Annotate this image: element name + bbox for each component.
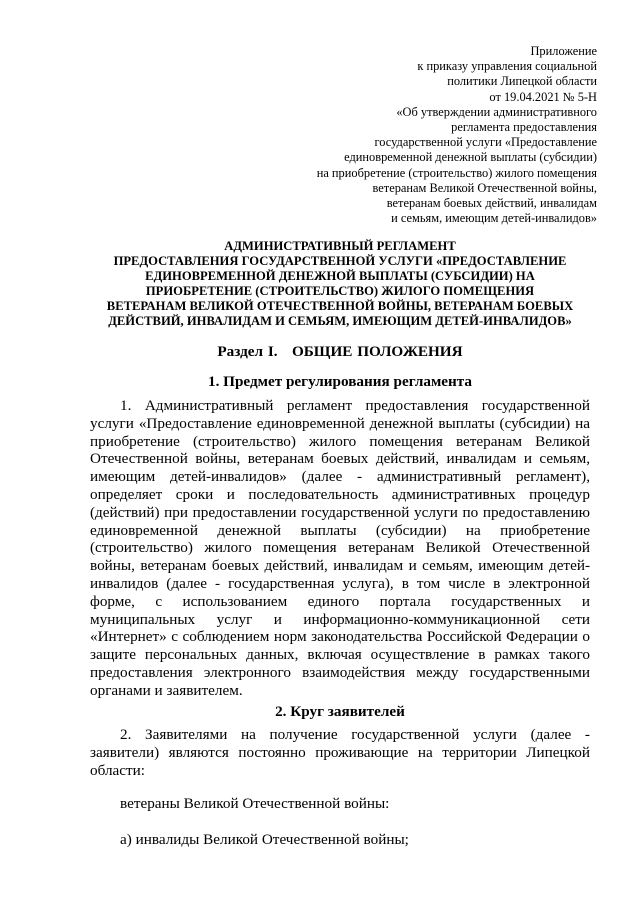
appendix-block bbox=[217, 44, 597, 226]
list-item-a: а) инвалиды Великой Отечественной войны; bbox=[120, 831, 409, 848]
paragraph-line: муниципальных услуг и информационно-коммуникационной сети bbox=[90, 610, 590, 628]
appendix-line: ветеранам боевых действий, инвалидам bbox=[386, 196, 597, 211]
paragraph-line: (строительство) жилого помещения ветеранам Великой Отечественной bbox=[90, 539, 590, 557]
paragraph-line: приобретение (строительство) жилого помещения ветеранам Великой bbox=[90, 432, 590, 450]
regulation-title-line: ПРЕДОСТАВЛЕНИЯ ГОСУДАРСТВЕННОЙ УСЛУГИ «ПРЕДОСТАВЛЕНИЕ bbox=[113, 254, 567, 269]
appendix-line: к приказу управления социальной bbox=[417, 59, 597, 74]
appendix-line: политики Липецкой области bbox=[447, 74, 597, 89]
appendix-line: и семьям, имеющим детей-инвалидов» bbox=[391, 211, 597, 226]
paragraph-line: форме, с использованием единого портала государственных и bbox=[90, 592, 590, 610]
paragraph-line: Отечественной войны, ветеранам боевых действий, инвалидам и семьям, bbox=[90, 450, 590, 468]
subsection-heading-subject: 1. Предмет регулирования регламента bbox=[207, 373, 473, 390]
paragraph-line: имеющим детей-инвалидов» (далее - административный регламент), bbox=[90, 468, 590, 486]
appendix-line: ветеранам Великой Отечественной войны, bbox=[372, 180, 597, 195]
appendix-line: государственной услуги «Предоставление bbox=[374, 135, 597, 150]
section-title: Раздел I. ОБЩИЕ ПОЛОЖЕНИЯ bbox=[217, 343, 463, 360]
appendix-line: «Об утверждении административного bbox=[396, 104, 597, 119]
paragraph-line: войны, ветеранам боевых действий, инвалидам и семьям, имеющим детей- bbox=[90, 557, 590, 575]
paragraph-line: органами и заявителем. bbox=[90, 681, 243, 699]
paragraph-line: 2. Заявителями на получение государственной услуги (далее - bbox=[120, 726, 590, 743]
regulation-title-line: ВЕТЕРАНАМ ВЕЛИКОЙ ОТЕЧЕСТВЕННОЙ ВОЙНЫ, ВЕТЕРАНАМ БОЕВЫХ bbox=[106, 299, 574, 314]
paragraph-line: определяет сроки и последовательность административных процедур bbox=[90, 485, 590, 503]
appendix-line: единовременной денежной выплаты (субсидии) bbox=[344, 150, 597, 165]
paragraph-line: единовременной денежной выплаты (субсидии) на приобретение bbox=[90, 521, 590, 539]
paragraph-line: защите персональных данных, включая осуществление в рамках такого bbox=[90, 646, 590, 664]
regulation-title-line: ЕДИНОВРЕМЕННОЙ ДЕНЕЖНОЙ ВЫПЛАТЫ (СУБСИДИИ) НА bbox=[145, 269, 535, 284]
paragraph-line: области: bbox=[90, 761, 145, 779]
paragraph-line: (действий) при предоставлении государственной услуги по предоставлению bbox=[90, 503, 590, 521]
list-item-veterans: ветераны Великой Отечественной войны: bbox=[120, 795, 390, 812]
regulation-title-line: ДЕЙСТВИЙ, ИНВАЛИДАМ И СЕМЬЯМ, ИМЕЮЩИМ ДЕТЕЙ-ИНВАЛИДОВ» bbox=[108, 314, 572, 329]
appendix-line: регламента предоставления bbox=[451, 120, 597, 135]
appendix-line: Приложение bbox=[530, 44, 597, 58]
paragraph-2 bbox=[90, 726, 590, 779]
paragraph-line: инвалидов (далее - государственная услуга), в том числе в электронной bbox=[90, 574, 590, 592]
paragraph-line: услуги «Предоставление единовременной денежной выплаты (субсидии) на bbox=[90, 414, 590, 432]
paragraph-1 bbox=[90, 397, 590, 700]
paragraph-line: заявители) являются постоянно проживающие на территории Липецкой bbox=[90, 743, 590, 761]
regulation-title bbox=[90, 239, 590, 330]
paragraph-line: «Интернет» с соблюдением норм законодательства Российской Федерации о bbox=[90, 628, 590, 646]
subsection-heading-applicants: 2. Круг заявителей bbox=[275, 703, 405, 720]
regulation-title-line: АДМИНИСТРАТИВНЫЙ РЕГЛАМЕНТ bbox=[224, 239, 456, 253]
regulation-title-line: ПРИОБРЕТЕНИЕ (СТРОИТЕЛЬСТВО) ЖИЛОГО ПОМЕЩЕНИЯ bbox=[145, 284, 535, 299]
paragraph-line: предоставления электронного взаимодействия между государственными bbox=[90, 663, 590, 681]
appendix-line: на приобретение (строительство) жилого помещения bbox=[316, 165, 597, 180]
paragraph-line: 1. Административный регламент предоставления государственной bbox=[120, 397, 590, 414]
appendix-line: от 19.04.2021 № 5-Н bbox=[489, 89, 597, 104]
